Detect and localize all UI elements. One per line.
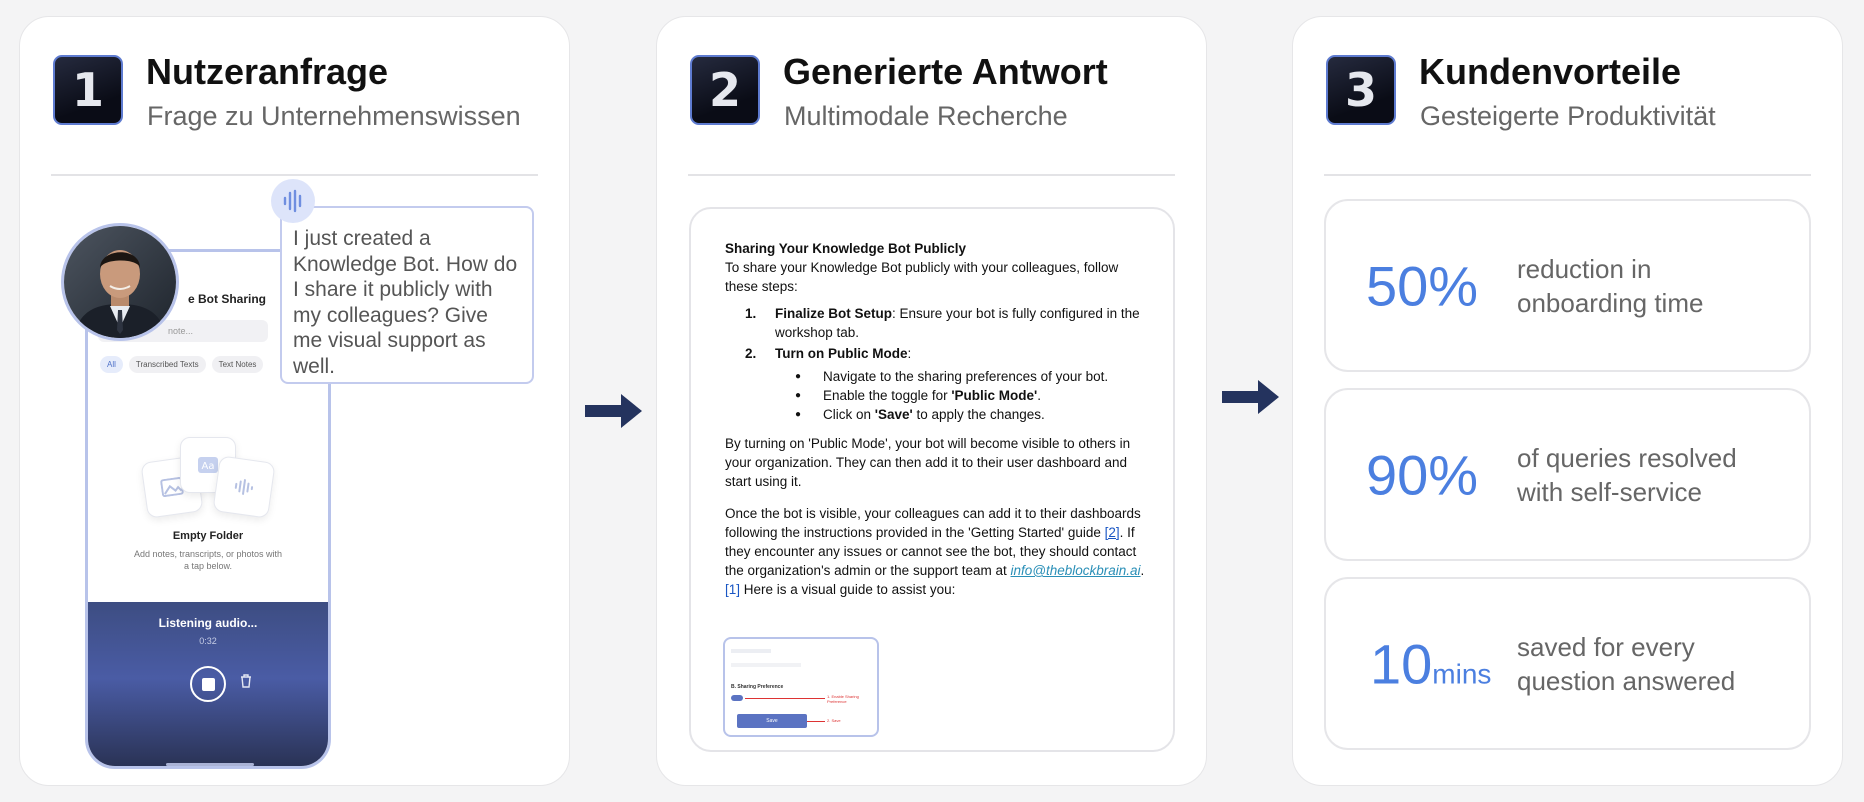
- chip-text-notes[interactable]: Text Notes: [212, 356, 264, 373]
- listening-label: Listening audio...: [158, 616, 258, 630]
- card-subtitle: Multimodale Recherche: [784, 101, 1068, 131]
- step-label: Turn on Public Mode: [775, 346, 908, 361]
- annotation-line: [807, 721, 825, 722]
- stat-card: [1324, 199, 1811, 372]
- step-text: : Ensure your bot is fully configured in the workshop tab.: [775, 306, 1140, 340]
- step-number: 2.: [745, 346, 757, 361]
- chip-transcribed-texts[interactable]: Transcribed Texts: [129, 356, 206, 373]
- stat-value: [1370, 631, 1491, 696]
- answer-paragraph: [725, 580, 1145, 599]
- phone-screen-title: e Bot Sharing: [188, 292, 267, 306]
- svg-text:Aa: Aa: [201, 461, 215, 472]
- query-speech-bubble: I just created a Knowledge Bot. How do I share it publicly with my colleagues? Give me visual support as well.: [280, 206, 534, 384]
- listening-timer: 0:32: [199, 636, 217, 646]
- card-subtitle: Gesteigerte Produktivität: [1420, 101, 1716, 131]
- paragraph-text: . If they encounter any issues or cannot see the bot, they should contact the organization's admin or the support team at: [725, 525, 1137, 578]
- substep-item: [725, 405, 1145, 424]
- answer-step: [725, 304, 1145, 342]
- substep-text: Click on: [823, 407, 875, 422]
- thumb-placeholder: [731, 649, 771, 653]
- card-customer-benefits: [1292, 16, 1843, 786]
- answer-paragraph: By turning on 'Public Mode', your bot will become visible to others in your organization. They can then add it to their user dashboard and start using it.: [725, 436, 1131, 489]
- card-title: Generierte Antwort: [783, 51, 1108, 92]
- stat-description: reduction in onboarding time: [1517, 253, 1704, 318]
- card-title: Kundenvorteile: [1419, 51, 1682, 92]
- answer-document: [689, 207, 1175, 752]
- arrow-right-icon: [1222, 378, 1280, 416]
- listening-panel: [88, 602, 328, 769]
- step-number: 1.: [745, 306, 757, 321]
- stat-number: 50%: [1366, 254, 1479, 317]
- card-title: Nutzeranfrage: [146, 51, 389, 92]
- answer-paragraph: [725, 504, 1145, 580]
- filter-chips: [100, 356, 263, 373]
- stop-icon: [202, 678, 215, 691]
- stat-number: 10: [1370, 632, 1433, 695]
- step-badge-3: 3: [1326, 55, 1396, 125]
- substep-item: ● Navigate to the sharing preferences of your bot.: [725, 367, 1145, 386]
- divider: [688, 174, 1175, 176]
- thumb-placeholder: [731, 663, 801, 667]
- citation-link[interactable]: [1]: [725, 582, 741, 597]
- stat-value: [1366, 253, 1478, 318]
- step-badge-2: 2: [690, 55, 760, 125]
- citation-link[interactable]: [2]: [1104, 525, 1120, 540]
- stop-recording-button[interactable]: [190, 666, 226, 702]
- card-user-query: [19, 16, 570, 786]
- home-indicator: [166, 763, 254, 766]
- substep-item: [725, 386, 1145, 405]
- thumb-annotation: 1. Enable Sharing Preference: [827, 694, 859, 704]
- voice-wave-icon: [271, 179, 315, 223]
- stat-unit: mins: [1432, 658, 1492, 689]
- annotation-line: [745, 698, 825, 699]
- stat-number: 90%: [1366, 443, 1479, 506]
- chip-all[interactable]: All: [100, 356, 123, 373]
- substep-text: .: [1037, 388, 1042, 403]
- paragraph-text: .: [1140, 563, 1145, 578]
- answer-heading: Sharing Your Knowledge Bot Publicly: [725, 241, 967, 256]
- paragraph-text: Once the bot is visible, your colleagues can add it to their dashboards following the instructions provided in the 'Getting Started' guide: [725, 506, 1141, 540]
- card-generated-answer: [656, 16, 1207, 786]
- user-avatar: [61, 223, 179, 341]
- thumb-save-button: Save: [737, 714, 807, 728]
- answer-step: [725, 344, 1145, 363]
- paragraph-text: Here is a visual guide to assist you:: [740, 582, 956, 597]
- audio-icon: [212, 455, 275, 518]
- trash-icon[interactable]: [240, 674, 252, 691]
- stat-value: [1366, 442, 1478, 507]
- stat-description: saved for every question answered: [1517, 631, 1736, 696]
- support-email-link[interactable]: info@theblockbrain.ai: [1010, 563, 1141, 578]
- answer-substeps: [725, 367, 1145, 424]
- thumb-annotation: 2. Save: [827, 718, 841, 723]
- stat-card: [1324, 577, 1811, 750]
- stat-card: [1324, 388, 1811, 561]
- arrow-right-icon: [585, 392, 643, 430]
- substep-text: Enable the toggle for: [823, 388, 952, 403]
- visual-guide-thumbnail[interactable]: [723, 637, 879, 737]
- step-badge-1: 1: [53, 55, 123, 125]
- thumb-section-label: B. Sharing Preference: [731, 684, 784, 690]
- step-label: Finalize Bot Setup: [775, 306, 893, 321]
- empty-folder-description: Add notes, transcripts, or photos with a tap below.: [133, 549, 283, 571]
- substep-text: to apply the changes.: [912, 407, 1045, 422]
- empty-folder-illustration: [144, 437, 274, 527]
- step-text: :: [907, 346, 912, 361]
- card-subtitle: Frage zu Unternehmenswissen: [147, 101, 521, 131]
- stat-description: of queries resolved with self-service: [1517, 442, 1737, 507]
- empty-folder-title: Empty Folder: [172, 530, 244, 542]
- substep-bold: 'Public Mode': [951, 388, 1038, 403]
- phone-search-input[interactable]: note...: [98, 320, 268, 342]
- divider: [1324, 174, 1811, 176]
- answer-steps: [725, 304, 1145, 363]
- divider: [51, 174, 538, 176]
- substep-bold: 'Save': [874, 407, 913, 422]
- answer-intro: To share your Knowledge Bot publicly with your colleagues, follow these steps:: [725, 260, 1119, 294]
- toggle-icon: [731, 695, 743, 701]
